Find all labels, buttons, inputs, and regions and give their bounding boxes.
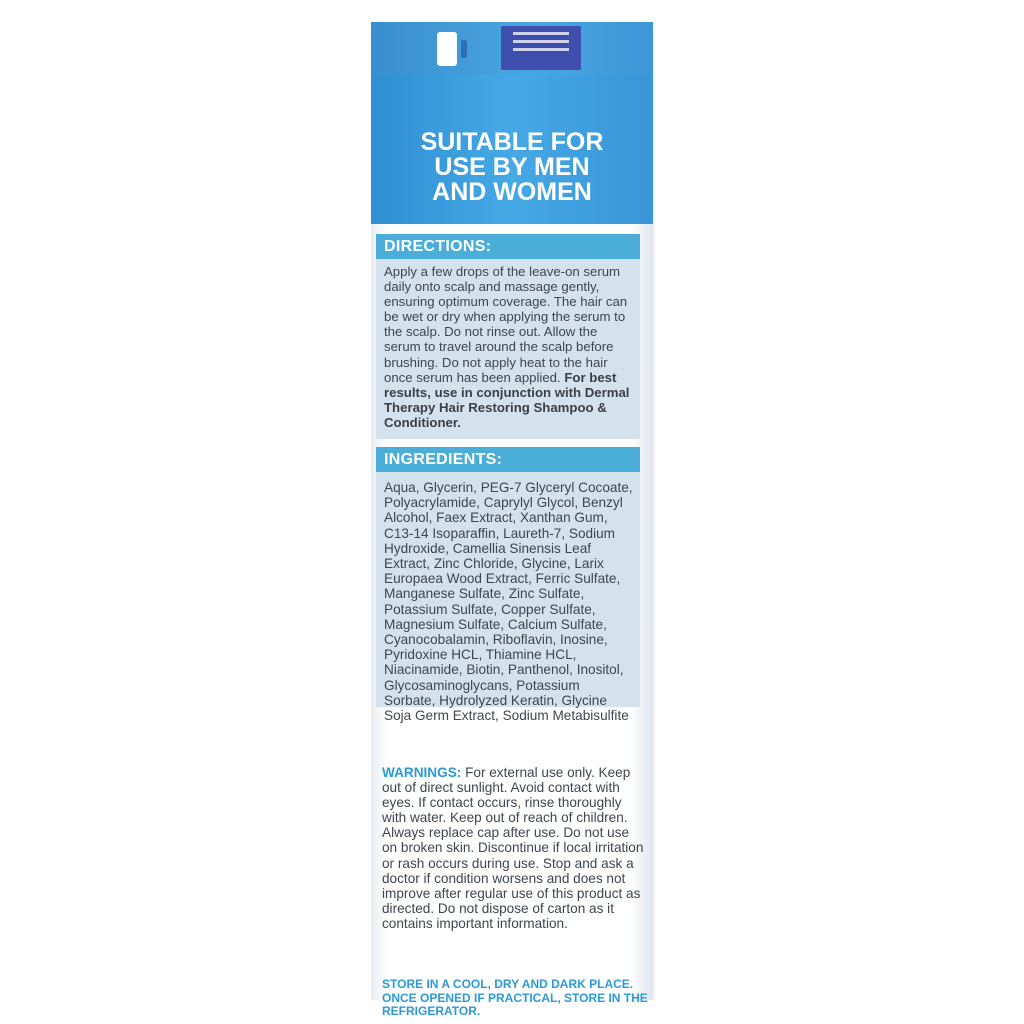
storage-instructions: STORE IN A COOL, DRY AND DARK PLACE. ONCE OPENED IF PRACTICAL, STORE IN THE REFRIGERATOR. <box>382 977 648 1018</box>
directions-body <box>376 259 640 436</box>
carton-top-flap <box>371 22 653 74</box>
suitable-line-1: SUITABLE FOR <box>420 128 604 156</box>
suitable-line-2: USE BY MEN <box>434 153 590 181</box>
product-carton-side-panel <box>371 22 653 1018</box>
ingredients-list: Aqua, Glycerin, PEG-7 Glyceryl Cocoate, Polyacrylamide, Caprylyl Glycol, Benzyl Alcohol, Faex Extract, Xanthan Gum, C13-14 Isoparaffin, Laureth-7, Sodium Hydroxide, Camellia Sinensis Leaf Extract, Zinc Chloride, Glycine, Larix Europaea Wood Extract, Ferric Sulfate, Manganese Sulfate, Zinc Sulfate, Potassium Sulfate, Copper Sulfate, Magnesium Sulfate, Calcium Sulfate, Cyanocobalamin, Riboflavin, Inosine, Pyridoxine HCL, Thiamine HCL, Niacinamide, Biotin, Panthenol, Inositol, Glycosaminoglycans, Potassium Sorbate, Hydrolyzed Keratin, Glycine Soja Germ Extract, Sodium Metabisulfite <box>384 480 633 724</box>
brand-logo-accent <box>461 40 467 58</box>
ingredients-heading: INGREDIENTS: <box>376 447 640 472</box>
directions-heading: DIRECTIONS: <box>376 234 640 259</box>
directions-section <box>376 234 640 439</box>
warnings-section <box>382 765 644 931</box>
suitable-line-3: AND WOMEN <box>432 178 592 206</box>
warnings-text: For external use only. Keep out of direct sunlight. Avoid contact with eyes. If contact occurs, rinse thoroughly with water. Keep out of reach of children. Always replace cap after use. Do not use on broken skin. Discontinue if local irritation or rash occurs during use. Stop and ask a doctor if condition worsens and does not improve after regular use of this product as directed. Do not dispose of carton as it contains important information. <box>382 765 644 931</box>
directions-note: For best results, use in conjunction with Dermal Therapy Hair Restoring Shampoo & Conditioner. <box>384 369 630 430</box>
ingredients-section <box>376 447 640 724</box>
suitable-statement <box>371 130 653 205</box>
flap-text-lines <box>513 32 569 64</box>
warnings-label: WARNINGS: <box>382 765 466 780</box>
directions-text: Apply a few drops of the leave-on serum daily onto scalp and massage gently, ensuring optimum coverage. The hair can be wet or dry when applying the serum to the scalp. Do not rinse out. Allow the serum to travel around the scalp before brushing. Do not apply heat to the hair once serum has been applied. <box>384 264 628 385</box>
brand-logo-mark <box>437 32 457 66</box>
